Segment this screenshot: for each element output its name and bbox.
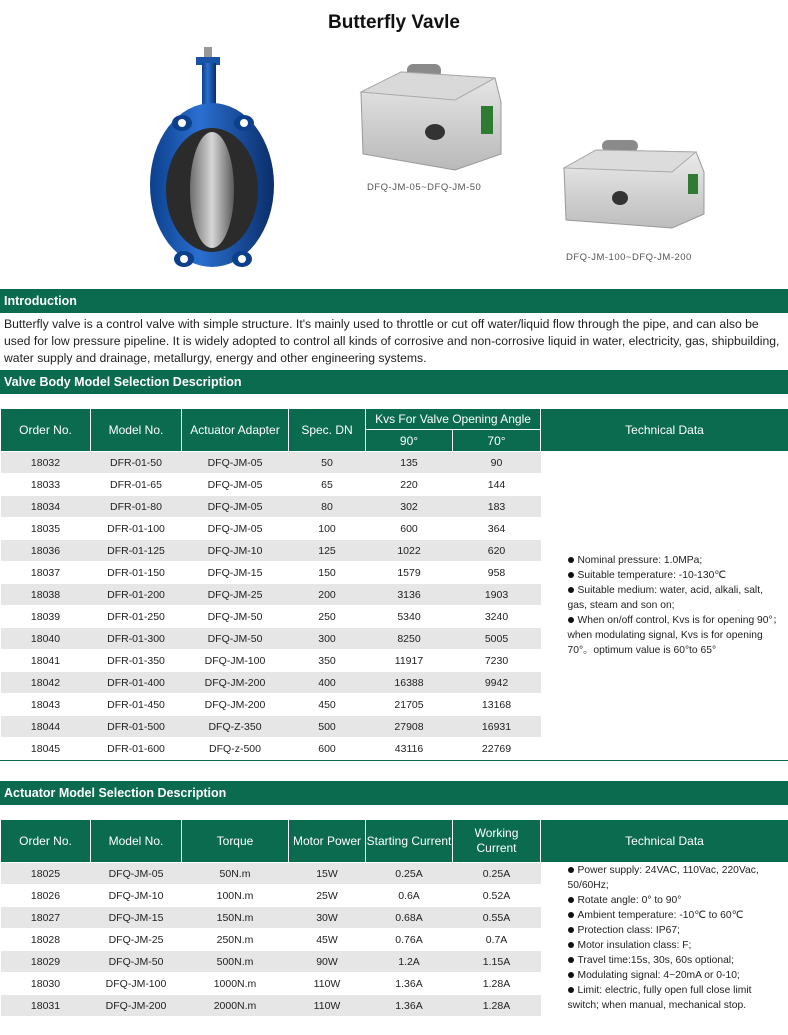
cell-order-no: 18039 (1, 606, 91, 628)
col-order-no: Order No. (1, 409, 91, 452)
cell-kvs-90: 135 (366, 452, 453, 474)
cell-spec-dn: 65 (289, 474, 366, 496)
cell-motor-power: 15W (289, 863, 366, 885)
cell-order-no: 18029 (1, 951, 91, 973)
cell-order-no: 18033 (1, 474, 91, 496)
cell-starting-current: 0.68A (366, 907, 453, 929)
cell-spec-dn: 125 (289, 540, 366, 562)
cell-kvs-70: 364 (453, 518, 541, 540)
cell-torque: 150N.m (182, 907, 289, 929)
valve-section-heading: Valve Body Model Selection Description (0, 370, 788, 394)
cell-model-no: DFQ-JM-100 (91, 973, 182, 995)
cell-working-current: 1.15A (453, 951, 541, 973)
technical-data-item (568, 968, 785, 983)
cell-torque: 500N.m (182, 951, 289, 973)
cell-torque: 100N.m (182, 885, 289, 907)
col-motor-power: Motor Power (289, 820, 366, 863)
cell-actuator-adapter: DFQ-Z-350 (182, 716, 289, 738)
cell-actuator-adapter: DFQ-JM-50 (182, 606, 289, 628)
cell-order-no: 18044 (1, 716, 91, 738)
technical-data-item (568, 938, 785, 953)
cell-starting-current: 0.76A (366, 929, 453, 951)
col-working-current: Working Current (453, 820, 541, 863)
cell-order-no: 18028 (1, 929, 91, 951)
cell-order-no: 18040 (1, 628, 91, 650)
technical-data-text: Suitable temperature: -10-130℃ (577, 570, 726, 581)
cell-model-no: DFR-01-500 (91, 716, 182, 738)
actuator-small-image (355, 62, 505, 174)
bullet-icon (568, 972, 574, 978)
cell-order-no: 18027 (1, 907, 91, 929)
cell-order-no: 18035 (1, 518, 91, 540)
technical-data-text: Modulating signal: 4~20mA or 0-10; (577, 970, 740, 981)
technical-data-text: Nominal pressure: 1.0MPa; (577, 555, 703, 566)
cell-kvs-70: 1903 (453, 584, 541, 606)
technical-data-item (568, 983, 785, 1013)
cell-kvs-70: 7230 (453, 650, 541, 672)
cell-order-no: 18043 (1, 694, 91, 716)
cell-kvs-90: 1579 (366, 562, 453, 584)
cell-kvs-70: 183 (453, 496, 541, 518)
technical-data-item (568, 863, 785, 893)
bullet-icon (568, 897, 574, 903)
cell-actuator-adapter: DFQ-JM-200 (182, 672, 289, 694)
cell-order-no: 18037 (1, 562, 91, 584)
cell-actuator-adapter: DFQ-JM-50 (182, 628, 289, 650)
cell-spec-dn: 500 (289, 716, 366, 738)
valve-selection-table (0, 408, 788, 760)
cell-actuator-adapter: DFQ-JM-100 (182, 650, 289, 672)
table-row (1, 863, 788, 885)
cell-working-current: 0.55A (453, 907, 541, 929)
cell-model-no: DFR-01-50 (91, 452, 182, 474)
cell-starting-current: 0.25A (366, 863, 453, 885)
cell-model-no: DFR-01-600 (91, 738, 182, 760)
cell-kvs-70: 5005 (453, 628, 541, 650)
cell-actuator-adapter: DFQ-JM-05 (182, 518, 289, 540)
cell-motor-power: 90W (289, 951, 366, 973)
cell-starting-current: 1.36A (366, 995, 453, 1017)
technical-data-item (568, 613, 785, 658)
cell-order-no: 18042 (1, 672, 91, 694)
actuator-large-caption: DFQ-JM-100~DFQ-JM-200 (566, 252, 692, 263)
cell-model-no: DFR-01-350 (91, 650, 182, 672)
col-kvs-70: 70° (453, 430, 541, 452)
bullet-icon (568, 927, 574, 933)
cell-model-no: DFQ-JM-50 (91, 951, 182, 973)
cell-motor-power: 110W (289, 995, 366, 1017)
cell-kvs-90: 3136 (366, 584, 453, 606)
cell-actuator-adapter: DFQ-JM-25 (182, 584, 289, 606)
technical-data-text: Motor insulation class: F; (577, 940, 692, 951)
cell-motor-power: 30W (289, 907, 366, 929)
cell-actuator-adapter: DFQ-JM-05 (182, 452, 289, 474)
cell-kvs-90: 43116 (366, 738, 453, 760)
bullet-icon (568, 987, 574, 993)
cell-model-no: DFR-01-450 (91, 694, 182, 716)
cell-kvs-70: 90 (453, 452, 541, 474)
cell-model-no: DFR-01-300 (91, 628, 182, 650)
technical-data-item (568, 568, 785, 583)
cell-kvs-70: 3240 (453, 606, 541, 628)
introduction-heading: Introduction (0, 289, 788, 313)
cell-order-no: 18030 (1, 973, 91, 995)
cell-working-current: 1.28A (453, 973, 541, 995)
bullet-icon (568, 557, 574, 563)
cell-model-no: DFQ-JM-15 (91, 907, 182, 929)
col-technical-data: Technical Data (541, 409, 788, 452)
col-kvs-group: Kvs For Valve Opening Angle (366, 409, 541, 430)
technical-data-item (568, 553, 785, 568)
cell-kvs-70: 144 (453, 474, 541, 496)
cell-working-current: 0.25A (453, 863, 541, 885)
cell-order-no: 18025 (1, 863, 91, 885)
actuator-small-caption: DFQ-JM-05~DFQ-JM-50 (367, 182, 482, 193)
technical-data-item (568, 953, 785, 968)
cell-model-no: DFR-01-150 (91, 562, 182, 584)
technical-data-item (568, 583, 785, 613)
cell-spec-dn: 450 (289, 694, 366, 716)
cell-order-no: 18026 (1, 885, 91, 907)
technical-data-text: Ambient temperature: -10℃ to 60℃ (577, 910, 744, 921)
technical-data-text: When on/off control, Kvs is for opening 90°；when modulating signal, Kvs is for opening 70°。optimum value is 60°to 65° (567, 615, 783, 656)
col-kvs-90: 90° (366, 430, 453, 452)
cell-working-current: 0.7A (453, 929, 541, 951)
cell-spec-dn: 150 (289, 562, 366, 584)
cell-motor-power: 25W (289, 885, 366, 907)
valve-table-bottom-rule (0, 760, 788, 761)
cell-model-no: DFR-01-65 (91, 474, 182, 496)
actuator-section-heading: Actuator Model Selection Description (0, 781, 788, 805)
cell-kvs-70: 13168 (453, 694, 541, 716)
cell-torque: 250N.m (182, 929, 289, 951)
col-starting-current: Starting Current (366, 820, 453, 863)
col-torque: Torque (182, 820, 289, 863)
cell-spec-dn: 200 (289, 584, 366, 606)
cell-spec-dn: 250 (289, 606, 366, 628)
cell-actuator-adapter: DFQ-JM-10 (182, 540, 289, 562)
cell-actuator-adapter: DFQ-JM-15 (182, 562, 289, 584)
cell-model-no: DFR-01-250 (91, 606, 182, 628)
cell-spec-dn: 80 (289, 496, 366, 518)
bullet-icon (568, 572, 574, 578)
cell-model-no: DFR-01-125 (91, 540, 182, 562)
col-actuator-adapter: Actuator Adapter (182, 409, 289, 452)
col-technical-data: Technical Data (541, 820, 788, 863)
cell-order-no: 18041 (1, 650, 91, 672)
cell-kvs-90: 11917 (366, 650, 453, 672)
cell-spec-dn: 100 (289, 518, 366, 540)
cell-motor-power: 110W (289, 973, 366, 995)
technical-data-text: Travel time:15s, 30s, 60s optional; (577, 955, 734, 966)
cell-spec-dn: 300 (289, 628, 366, 650)
cell-starting-current: 0.6A (366, 885, 453, 907)
technical-data-text: Protection class: IP67; (577, 925, 680, 936)
technical-data-text: Rotate angle: 0° to 90° (577, 895, 682, 906)
cell-model-no: DFQ-JM-10 (91, 885, 182, 907)
col-spec-dn: Spec. DN (289, 409, 366, 452)
cell-spec-dn: 400 (289, 672, 366, 694)
actuator-selection-table (0, 819, 788, 1017)
cell-order-no: 18045 (1, 738, 91, 760)
butterfly-valve-image (140, 45, 290, 275)
technical-data-cell (541, 452, 788, 760)
cell-model-no: DFQ-JM-200 (91, 995, 182, 1017)
cell-model-no: DFR-01-80 (91, 496, 182, 518)
cell-kvs-70: 958 (453, 562, 541, 584)
cell-kvs-90: 302 (366, 496, 453, 518)
cell-kvs-90: 5340 (366, 606, 453, 628)
technical-data-item (568, 893, 785, 908)
technical-data-cell (541, 863, 788, 1017)
cell-kvs-90: 600 (366, 518, 453, 540)
cell-model-no: DFR-01-400 (91, 672, 182, 694)
cell-kvs-70: 620 (453, 540, 541, 562)
cell-model-no: DFR-01-200 (91, 584, 182, 606)
bullet-icon (568, 867, 574, 873)
cell-torque: 50N.m (182, 863, 289, 885)
col-model-no: Model No. (91, 409, 182, 452)
cell-order-no: 18038 (1, 584, 91, 606)
technical-data-text: Limit: electric, fully open full close limit switch; when manual, mechanical stop. (567, 985, 752, 1011)
cell-starting-current: 1.36A (366, 973, 453, 995)
cell-kvs-70: 16931 (453, 716, 541, 738)
col-model-no: Model No. (91, 820, 182, 863)
cell-kvs-90: 27908 (366, 716, 453, 738)
cell-spec-dn: 600 (289, 738, 366, 760)
bullet-icon (568, 912, 574, 918)
cell-spec-dn: 350 (289, 650, 366, 672)
technical-data-item (568, 908, 785, 923)
cell-kvs-90: 8250 (366, 628, 453, 650)
cell-model-no: DFR-01-100 (91, 518, 182, 540)
cell-working-current: 0.52A (453, 885, 541, 907)
cell-motor-power: 45W (289, 929, 366, 951)
cell-model-no: DFQ-JM-25 (91, 929, 182, 951)
bullet-icon (568, 587, 574, 593)
cell-order-no: 18032 (1, 452, 91, 474)
cell-order-no: 18031 (1, 995, 91, 1017)
cell-actuator-adapter: DFQ-JM-200 (182, 694, 289, 716)
cell-actuator-adapter: DFQ-JM-05 (182, 496, 289, 518)
introduction-text: Butterfly valve is a control valve with simple structure. It's mainly used to throttle or cut off water/liquid flow through the pipe, and can also be used for low pressure pipeline. It is widely adopted to control all kinds of corrosive and non-corrosive liquid in water, electricity, gas, shipbuilding, water supply and drainage, metallurgy, energy and other engineering systems. (4, 317, 780, 365)
cell-kvs-70: 9942 (453, 672, 541, 694)
cell-kvs-90: 220 (366, 474, 453, 496)
cell-actuator-adapter: DFQ-JM-05 (182, 474, 289, 496)
cell-torque: 2000N.m (182, 995, 289, 1017)
cell-starting-current: 1.2A (366, 951, 453, 973)
cell-spec-dn: 50 (289, 452, 366, 474)
cell-order-no: 18034 (1, 496, 91, 518)
cell-kvs-90: 1022 (366, 540, 453, 562)
technical-data-text: Suitable medium: water, acid, alkali, salt, gas, steam and son on; (567, 585, 763, 611)
cell-model-no: DFQ-JM-05 (91, 863, 182, 885)
actuator-large-image (560, 138, 710, 238)
technical-data-text: Power supply: 24VAC, 110Vac, 220Vac, 50/60Hz; (567, 865, 759, 891)
bullet-icon (568, 942, 574, 948)
technical-data-item (568, 923, 785, 938)
bullet-icon (568, 957, 574, 963)
cell-kvs-90: 16388 (366, 672, 453, 694)
cell-order-no: 18036 (1, 540, 91, 562)
cell-torque: 1000N.m (182, 973, 289, 995)
page-title: Butterfly Vavle (328, 12, 460, 33)
col-order-no: Order No. (1, 820, 91, 863)
cell-kvs-90: 21705 (366, 694, 453, 716)
bullet-icon (568, 617, 574, 623)
cell-actuator-adapter: DFQ-z-500 (182, 738, 289, 760)
cell-working-current: 1.28A (453, 995, 541, 1017)
table-row (1, 452, 788, 474)
cell-kvs-70: 22769 (453, 738, 541, 760)
